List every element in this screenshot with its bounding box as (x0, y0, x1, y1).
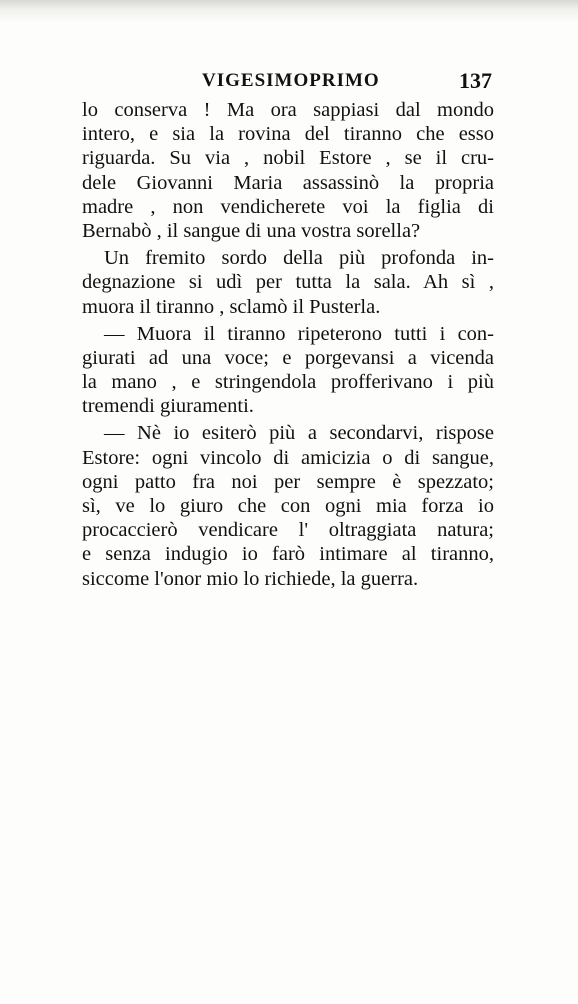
text-line: procaccierò vendicare l' oltraggiata natura; (82, 519, 494, 542)
text-line: — Nè io esiterò più a secondarvi, rispose (104, 422, 494, 445)
text-line: intero, e sia la rovina del tiranno che esso (82, 123, 494, 146)
text-line: Bernabò , il sangue di una vostra sorella? (82, 219, 421, 242)
text-line: Estore: ogni vincolo di amicizia o di sangue, (82, 446, 494, 469)
text-line: degnazione si udì per tutta la sala. Ah sì , (82, 271, 494, 294)
scan-edge (0, 0, 578, 22)
bleed-through-texture (244, 600, 494, 830)
text-line: tremendi giuramenti. (82, 395, 254, 418)
text-line: lo conserva ! Ma ora sappiasi dal mondo (82, 99, 494, 121)
running-title: VIGESIMOPRIMO (202, 70, 380, 91)
text-line: siccome l'onor mio lo richiede, la guerra. (82, 567, 419, 590)
text-line: e senza indugio io farò intimare al tiranno, (82, 543, 494, 566)
page-number: 137 (459, 68, 492, 93)
text-line: giurati ad una voce; e porgevansi a vicenda (82, 346, 494, 369)
text-line: sì, ve lo giuro che con ogni mia forza io (82, 495, 494, 517)
page-header (84, 70, 494, 100)
text-line: Un fremito sordo della più profonda in- (104, 247, 494, 270)
body-text (82, 98, 494, 591)
text-line: dele Giovanni Maria assassinò la propria (82, 171, 494, 194)
text-line: — Muora il tiranno ripeterono tutti i con- (104, 322, 494, 345)
text-line: la mano , e stringendola profferivano i più (82, 371, 494, 394)
text-line: riguarda. Su via , nobil Estore , se il cru- (82, 147, 494, 170)
text-line: madre , non vendicherete voi la figlia di (82, 195, 494, 218)
text-line: muora il tiranno , sclamò il Pusterla. (82, 295, 381, 318)
text-line: ogni patto fra noi per sempre è spezzato; (82, 470, 494, 493)
